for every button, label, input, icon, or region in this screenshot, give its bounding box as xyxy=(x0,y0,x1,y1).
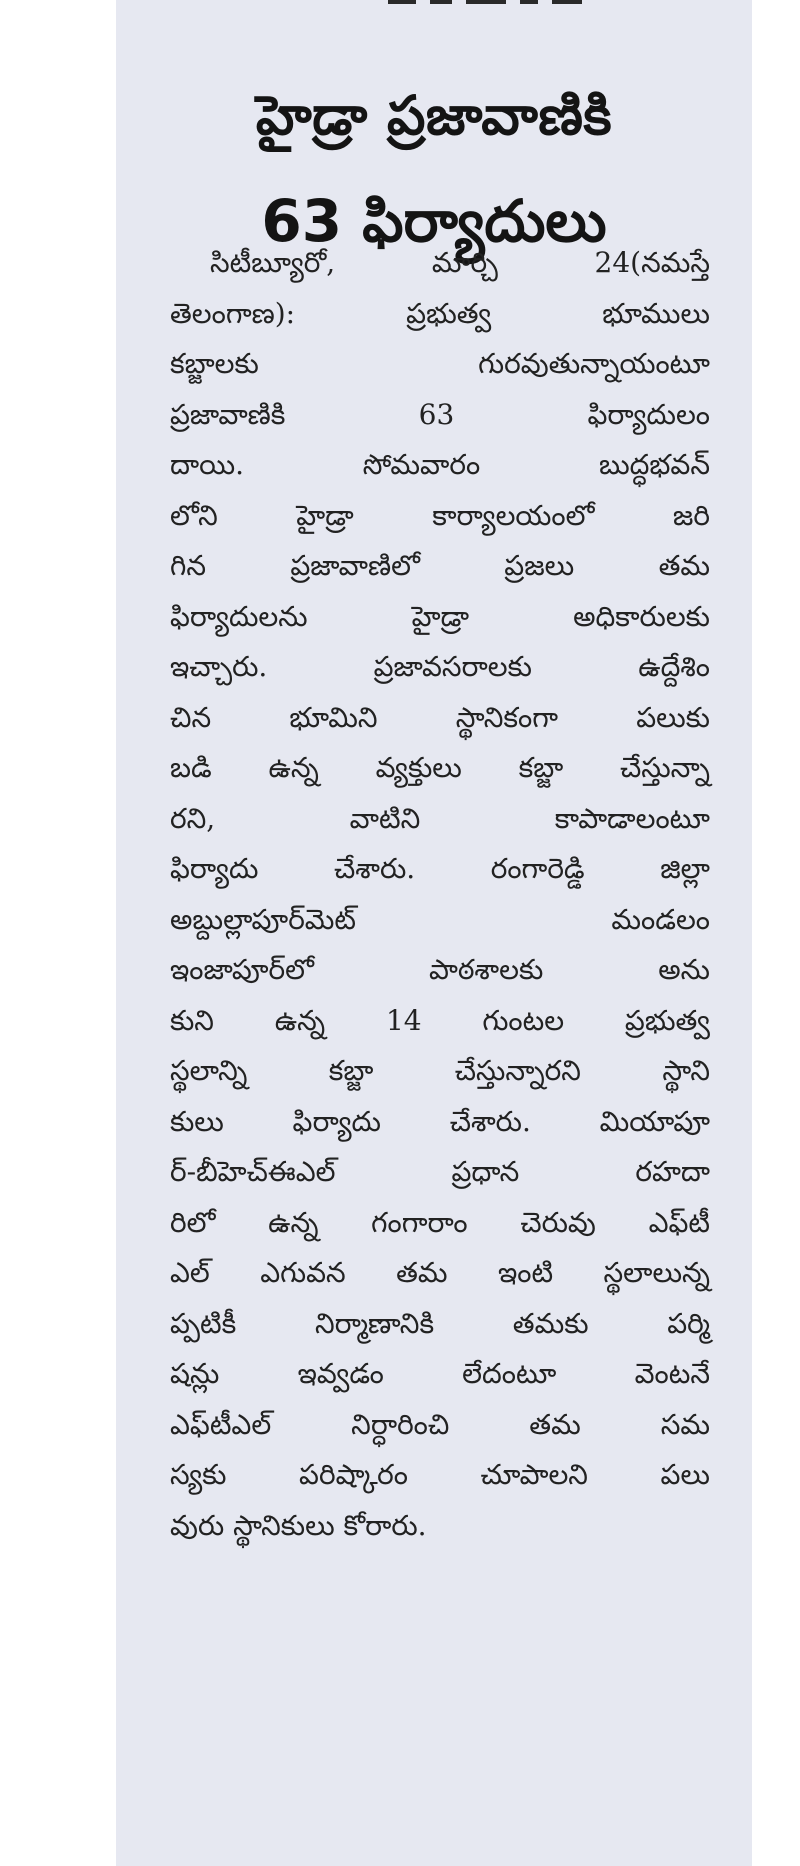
article-line: కబ్జాలకు గురవుతున్నాయంటూ xyxy=(170,347,710,380)
article-line: అబ్దుల్లాపూర్‌మెట్ మండలం xyxy=(170,902,710,936)
article-line: ర్-బీహెచ్ఈఎల్ ప్రధాన రహదా xyxy=(170,1155,710,1188)
article-line: కులు ఫిర్యాదు చేశారు. మియాపూ xyxy=(170,1104,710,1138)
headline-line-2: 63 ఫిర్యాదులు xyxy=(261,186,607,255)
headline-line-1: హైడ్రా ప్రజావాణికి xyxy=(255,84,613,148)
cropped-previous-text xyxy=(388,0,638,14)
article-line: ఇచ్చారు. ప్రజావసరాలకు ఉద్దేశిం xyxy=(170,650,710,683)
article-line: ఫిర్యాదులను హైడ్రా అధికారులకు xyxy=(170,599,710,633)
article-line: దాయి. సోమవారం బుద్ధభవన్ xyxy=(170,448,710,481)
article-line: రని, వాటిని కాపాడాలంటూ xyxy=(170,801,710,835)
article-line: సిటీబ్యూరో, మార్చి 24(నమస్తే xyxy=(210,246,710,279)
article-line: స్యకు పరిష్కారం చూపాలని పలు xyxy=(170,1458,710,1491)
article-line: తెలంగాణ): ప్రభుత్వ భూములు xyxy=(170,296,710,330)
article-body xyxy=(170,238,710,1551)
article-line: ఫిర్యాదు చేశారు. రంగారెడ్డి జిల్లా xyxy=(170,852,710,885)
article-line: లోని హైడ్రా కార్యాలయంలో జరి xyxy=(170,498,710,532)
article-line: ఎల్ ఎగువన తమ ఇంటి స్థలాలున్న xyxy=(170,1256,710,1289)
article-line: ఇంజాపూర్‌లో పాఠశాలకు అను xyxy=(170,953,710,986)
article-line: షన్లు ఇవ్వడం లేదంటూ వెంటనే xyxy=(170,1357,710,1390)
article-line: వురు స్థానికులు కోరారు. xyxy=(170,1508,427,1542)
article-line: గిన ప్రజావాణిలో ప్రజలు తమ xyxy=(170,549,710,582)
article-line: స్థలాన్ని కబ్జా చేస్తున్నారని స్థాని xyxy=(170,1054,710,1087)
article-line: ప్పటికీ నిర్మాణానికి తమకు పర్మి xyxy=(170,1306,710,1340)
article-line: బడి ఉన్న వ్యక్తులు కబ్జా చేస్తున్నా xyxy=(170,751,710,784)
article-line: కుని ఉన్న 14 గుంటల ప్రభుత్వ xyxy=(170,1003,710,1037)
article-line: ప్రజావాణికి 63 ఫిర్యాదులం xyxy=(170,397,710,431)
article-line: చిన భూమిని స్థానికంగా పలుకు xyxy=(170,700,710,734)
article-line: ఎఫ్‌టీఎల్ నిర్ధారించి తమ సమ xyxy=(170,1407,710,1441)
article-line: రిలో ఉన్న గంగారాం చెరువు ఎఫ్‌టీ xyxy=(170,1205,710,1239)
